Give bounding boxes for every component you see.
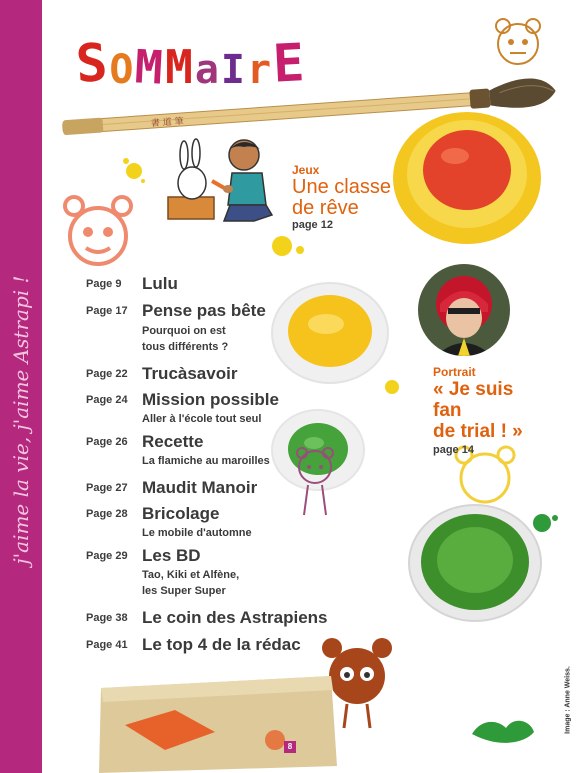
toc-subtitle: La flamiche au maroilles [142,455,270,467]
side-slogan: j'aime la vie, j'aime Astrapi ! [9,275,33,565]
image-credit: Image : Anne Weiss. [564,666,572,734]
feature-headline: de trial ! » [433,421,523,442]
title-letter: r [247,47,272,93]
side-band [0,0,42,773]
toc-page-number: Page 38 [86,612,128,624]
green-splash-icon [530,510,560,536]
yellow-splash-icon [120,155,148,185]
toc-title: Lulu [142,274,178,293]
toc-subtitle: tous différents ? [142,341,229,353]
boy-rabbit-illustration [162,135,290,230]
toc-page-number: Page 24 [86,394,128,406]
toc-title: Bricolage [142,504,220,523]
toc-page-number: Page 17 [86,305,128,317]
toc-title: Pense pas bête [142,301,266,320]
toc-title: Recette [142,432,204,451]
toc-page-number: Page 29 [86,550,128,562]
title-letter: M [134,39,165,95]
feature-label: Jeux [292,163,320,177]
toc-title: Mission possible [142,390,279,409]
page-number: 8 [284,741,296,753]
title-letter: a [194,47,219,93]
toc-title: Maudit Manoir [142,478,258,497]
toc-subtitle: Le mobile d'automne [142,527,252,539]
toc-page-number: Page 28 [86,508,128,520]
doodle-purple-figure-icon [290,445,340,520]
toc-title: Trucàsavoir [142,364,238,383]
feature-page: page 14 [433,444,474,456]
toc-subtitle: Pourquoi on est [142,325,226,337]
feature-portrait[interactable] [433,365,543,456]
feature-headline: Une classe [292,176,391,198]
sponge-illustration [95,670,340,773]
feature-label: Portrait [433,365,476,379]
title-letter: E [271,33,306,95]
yellow-splash-icon [380,375,404,399]
toc-page-number: Page 27 [86,482,128,494]
svg-text:書 道 筆: 書 道 筆 [150,116,184,130]
boy-helmet-photo [418,264,510,356]
toc-subtitle: Tao, Kiki et Alfène, [142,569,240,581]
toc-title: Le coin des Astrapiens [142,608,328,627]
toc-title: Les BD [142,546,201,565]
feature-headline: « Je suis fan [433,379,514,421]
yellow-splash-icon [268,232,308,262]
title-letter: M [165,40,193,94]
yellow-paint-cup-icon [268,278,393,388]
toc-subtitle: Aller à l'école tout seul [142,413,262,425]
green-splash-icon [468,710,538,750]
title-letter: O [109,47,134,93]
toc-page-number: Page 26 [86,436,128,448]
toc-page-number: Page 22 [86,368,128,380]
toc-page-number: Page 9 [86,278,122,290]
doodle-face-icon [490,12,546,70]
toc-page-number: Page 41 [86,639,128,651]
green-paint-pot-icon [405,500,545,625]
title-letter: S [73,32,110,96]
doodle-bear-icon [58,190,138,274]
title-letter: I [220,47,245,93]
portrait-photo [418,264,510,356]
feature-headline: de rêve [292,197,359,219]
feature-jeux[interactable] [292,163,432,231]
toc-title: Le top 4 de la rédac [142,635,301,654]
toc-subtitle: les Super Super [142,585,226,597]
feature-page: page 12 [292,219,333,231]
